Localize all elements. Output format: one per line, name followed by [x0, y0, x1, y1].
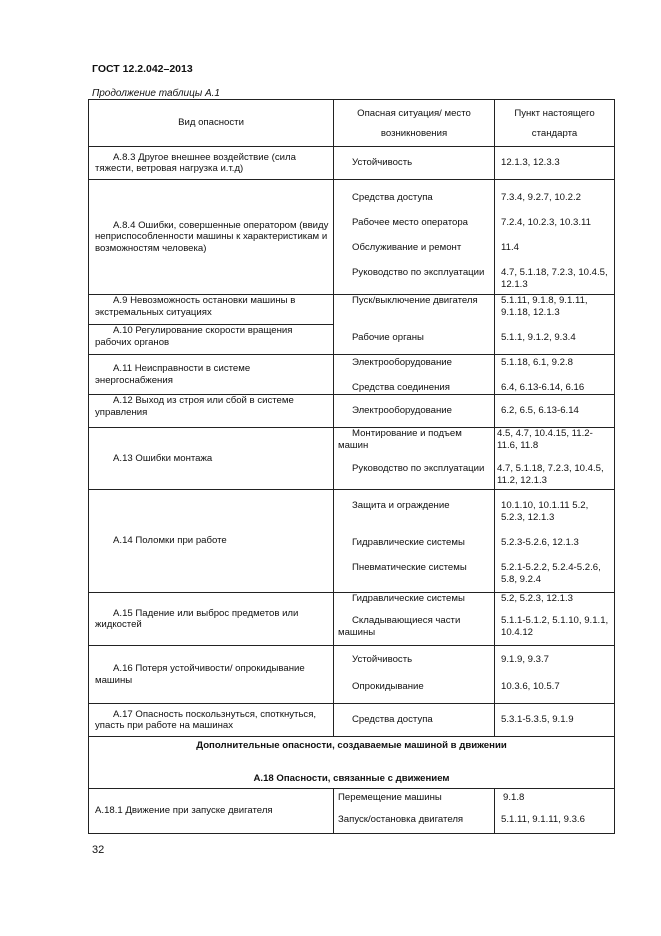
table-row: [89, 428, 615, 490]
clause-cell: [495, 180, 615, 295]
table-continuation-label: Продолжение таблицы А.1: [92, 88, 220, 99]
clause-text: 4.7, 5.1.18, 7.2.3, 10.4.5, 12.1.3: [501, 267, 608, 290]
clause-text: 5.3.1-5.3.5, 9.1.9: [501, 714, 574, 726]
clause-text: 6.4, 6.13-6.14, 6.16: [501, 382, 585, 393]
situation-text: Средства доступа: [352, 714, 433, 726]
table-row: [89, 490, 615, 593]
section-row: [89, 737, 615, 789]
hazard-text: А.8.3 Другое внешнее воздействие (сила тяжести, ветровая нагрузка и.т.д): [95, 151, 296, 174]
clause-text: 9.1.9, 9.3.7: [501, 654, 550, 665]
situation-text: Гидравлические системы: [352, 593, 465, 604]
hazard-text: А.11 Неисправности в системе энергоснабжения: [95, 363, 251, 386]
clause-text: 10.3.6, 10.5.7: [501, 681, 560, 692]
situation-text: Устойчивость: [352, 157, 413, 169]
situation-text: Руководство по эксплуатации: [352, 463, 485, 474]
table-row: [89, 147, 615, 180]
clause-text: 5.1.1, 9.1.2, 9.3.4: [501, 332, 576, 343]
hazard-cell: [89, 789, 334, 834]
table-row: [89, 355, 615, 395]
situation-text: Электрооборудование: [352, 357, 453, 368]
situation-cell: [334, 295, 495, 355]
hazard-text: А.16 Потеря устойчивости/ опрокидывание машины: [95, 663, 305, 686]
situation-text: Средства соединения: [352, 382, 450, 393]
clause-text: 10.1.10, 10.1.11 5.2, 5.2.3, 12.1.3: [501, 500, 589, 523]
situation-text: Рабочее место оператора: [352, 217, 469, 228]
clause-text: 4.5, 4.7, 10.4.15, 11.2-11.6, 11.8: [497, 428, 593, 451]
situation-cell: [334, 147, 495, 180]
header-hazard-type: Вид опасности: [89, 100, 334, 147]
situation-cell: [334, 490, 495, 593]
situation-text: Пневматические системы: [352, 562, 467, 573]
standard-code: ГОСТ 12.2.042–2013: [92, 63, 193, 75]
header-situation-line1: Опасная ситуация/ место: [357, 108, 471, 119]
table-header-row: [89, 100, 615, 147]
clause-text: 12.1.3, 12.3.3: [501, 157, 560, 169]
table-row: [89, 789, 615, 834]
clause-cell: [495, 428, 615, 490]
header-situation-line2: возникновения: [380, 128, 448, 139]
clause-text: 5.1.1-5.1.2, 5.1.10, 9.1.1, 10.4.12: [501, 615, 609, 638]
clause-cell: [495, 355, 615, 395]
situation-text: Монтирование и подъем машин: [338, 428, 462, 451]
table-row: [89, 704, 615, 737]
situation-text: Электрооборудование: [352, 405, 453, 417]
hazard-cell: [89, 295, 334, 325]
situation-text: Рабочие органы: [352, 332, 424, 343]
hazard-text: А.8.4 Ошибки, совершенные оператором (ввиду неприспособленности машины к характеристикам и возможностям человека): [95, 219, 329, 254]
page-number: 32: [92, 844, 105, 856]
clause-text: 5.2.1-5.2.2, 5.2.4-5.2.6, 5.8, 9.2.4: [501, 562, 601, 585]
situation-text: Защита и ограждение: [352, 500, 450, 511]
section-title: Дополнительные опасности, создаваемые машиной в движении: [196, 740, 507, 751]
hazard-cell: [89, 355, 334, 395]
table-row: [89, 593, 615, 646]
hazard-text: А.14 Поломки при работе: [113, 535, 227, 547]
clause-text: 6.2, 6.5, 6.13-6.14: [501, 405, 579, 417]
situation-cell: [334, 789, 495, 834]
table-row: [89, 295, 615, 325]
situation-cell: [334, 646, 495, 704]
header-clause-line1: Пункт настоящего: [514, 108, 595, 119]
hazard-cell: [89, 147, 334, 180]
hazard-text: А.15 Падение или выброс предметов или жидкостей: [95, 607, 299, 630]
hazard-cell: [89, 428, 334, 490]
situation-text: Средства доступа: [352, 192, 433, 203]
hazard-cell: [89, 180, 334, 295]
hazard-cell: [89, 490, 334, 593]
situation-cell: [334, 428, 495, 490]
clause-text: 5.1.18, 6.1, 9.2.8: [501, 357, 574, 368]
clause-cell: [495, 490, 615, 593]
header-situation: [334, 100, 495, 147]
hazard-cell: [89, 593, 334, 646]
hazard-text: А.13 Ошибки монтажа: [113, 452, 213, 464]
section-cell: [89, 737, 615, 789]
situation-text: Складывающиеся части машины: [338, 615, 461, 638]
clause-cell: [495, 295, 615, 355]
hazard-text: А.18.1 Движение при запуске двигателя: [95, 805, 273, 817]
situation-text: Обслуживание и ремонт: [352, 242, 462, 253]
clause-cell: [495, 704, 615, 737]
clause-cell: [495, 593, 615, 646]
clause-text: 5.1.11, 9.1.8, 9.1.11, 9.1.18, 12.1.3: [501, 295, 588, 318]
table-row: [89, 395, 615, 428]
clause-text: 9.1.8: [503, 792, 525, 803]
table-row: [89, 180, 615, 295]
situation-cell: [334, 704, 495, 737]
table-row: [89, 646, 615, 704]
clause-text: 4.7, 5.1.18, 7.2.3, 10.4.5, 11.2, 12.1.3: [497, 463, 604, 486]
clause-cell: [495, 789, 615, 834]
hazard-cell: [89, 325, 334, 355]
situation-cell: [334, 180, 495, 295]
hazard-text: А.9 Невозможность остановки машины в экстремальных ситуациях: [95, 295, 296, 318]
situation-text: Запуск/остановка двигателя: [338, 814, 464, 825]
clause-cell: [495, 147, 615, 180]
situation-text: Устойчивость: [352, 654, 413, 665]
hazard-cell: [89, 646, 334, 704]
clause-text: 5.2, 5.2.3, 12.1.3: [501, 593, 574, 604]
situation-text: Перемещение машины: [338, 792, 442, 803]
situation-text: Пуск/выключение двигателя: [352, 295, 478, 306]
situation-cell: [334, 355, 495, 395]
situation-cell: [334, 395, 495, 428]
clause-text: 7.2.4, 10.2.3, 10.3.11: [501, 217, 591, 228]
hazard-table: [88, 99, 615, 834]
situation-text: Опрокидывание: [352, 681, 424, 692]
hazard-cell: [89, 395, 334, 428]
header-clause-line2: стандарта: [531, 128, 578, 139]
situation-cell: [334, 593, 495, 646]
situation-text: Руководство по эксплуатации: [352, 267, 485, 278]
hazard-text: А.12 Выход из строя или сбой в системе управления: [95, 395, 294, 418]
situation-text: Гидравлические системы: [352, 537, 465, 548]
subsection-title: А.18 Опасности, связанные с движением: [253, 772, 450, 784]
header-clause: [495, 100, 615, 147]
hazard-text: А.17 Опасность поскользнуться, споткнуться, упасть при работе на машинах: [95, 708, 317, 731]
clause-cell: [495, 646, 615, 704]
clause-text: 5.1.11, 9.1.11, 9.3.6: [501, 814, 585, 825]
clause-text: 5.2.3-5.2.6, 12.1.3: [501, 537, 579, 548]
clause-text: 7.3.4, 9.2.7, 10.2.2: [501, 192, 582, 203]
clause-text: 11.4: [501, 242, 519, 253]
hazard-cell: [89, 704, 334, 737]
clause-cell: [495, 395, 615, 428]
hazard-text: А.10 Регулирование скорости вращения рабочих органов: [95, 325, 293, 348]
